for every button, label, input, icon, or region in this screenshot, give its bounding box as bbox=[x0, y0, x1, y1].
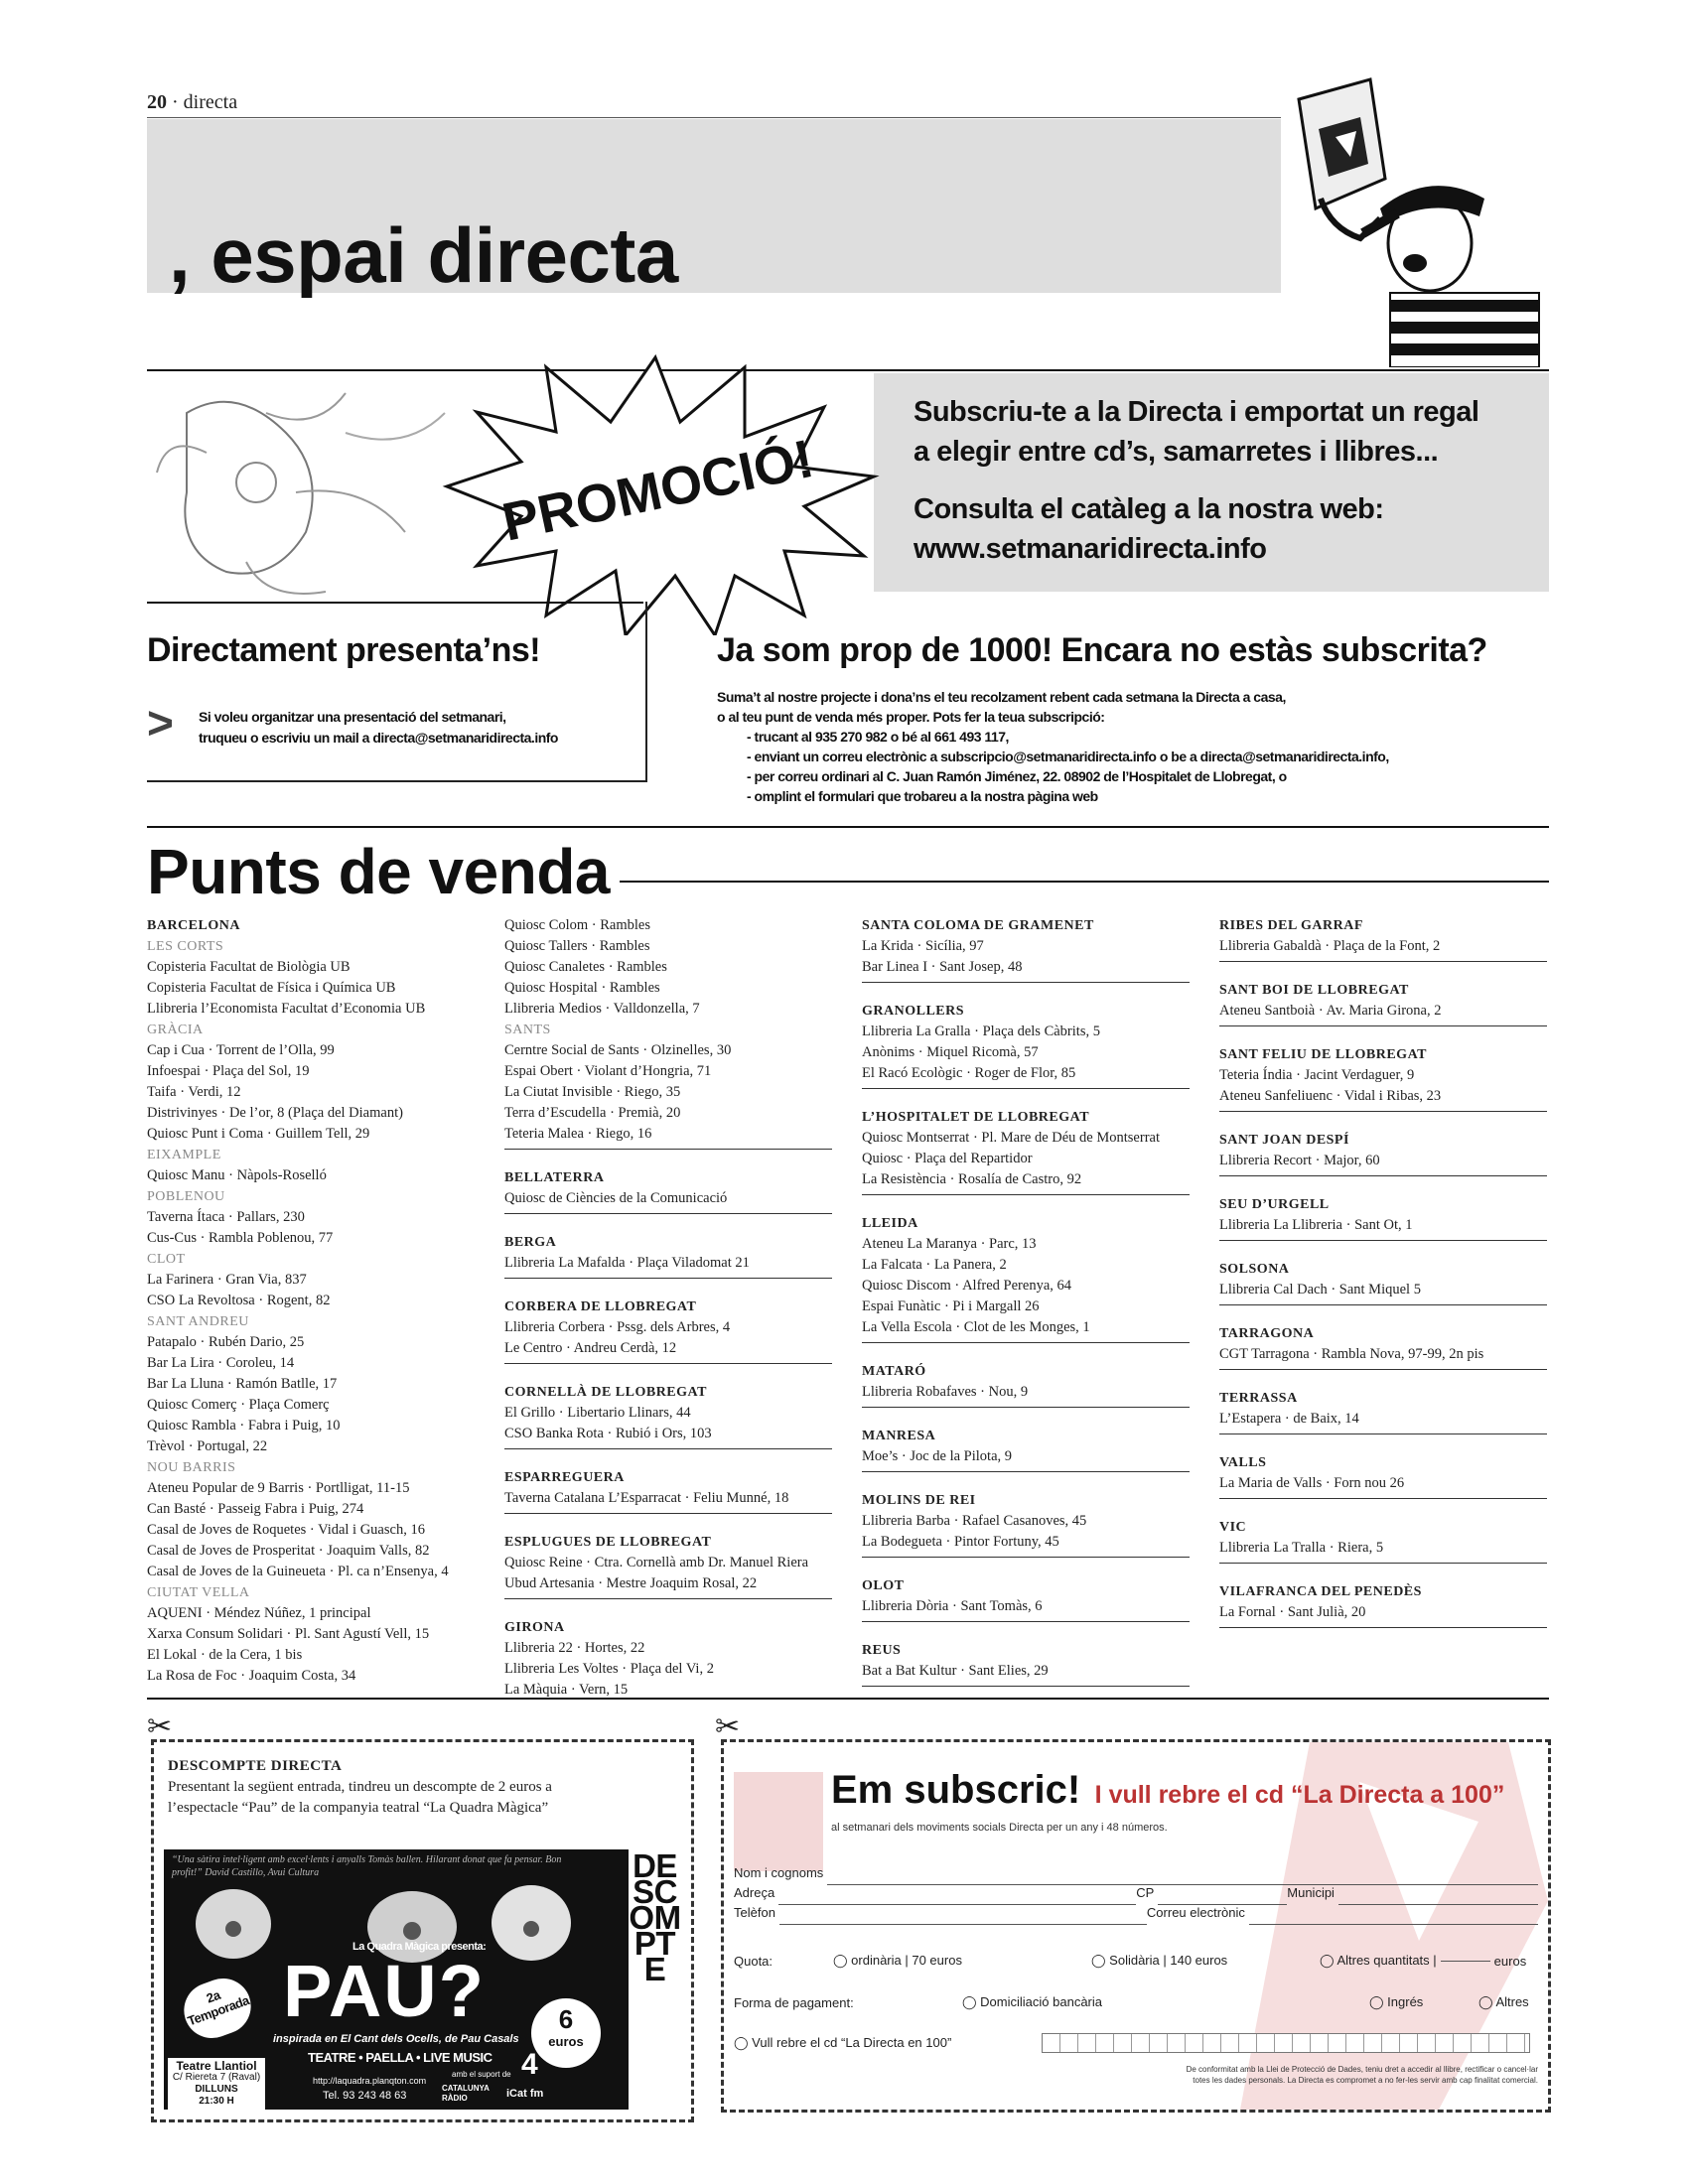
list-item: Trèvol · Portugal, 22 bbox=[147, 1438, 268, 1454]
city-heading: TARRAGONA bbox=[1219, 1326, 1315, 1341]
page-folio bbox=[147, 91, 237, 114]
bottom-rule bbox=[147, 1698, 1549, 1700]
district-heading: POBLENOU bbox=[147, 1189, 225, 1204]
promo-text bbox=[914, 392, 1529, 569]
list-item: Llibreria La Mafalda · Plaça Viladomat 21 bbox=[504, 1255, 750, 1271]
phone-input[interactable] bbox=[779, 1905, 1147, 1925]
list-item: Cap i Cua · Torrent de l’Olla, 99 bbox=[147, 1042, 335, 1058]
list-item: La Krida · Sicília, 97 bbox=[862, 938, 984, 954]
city-heading: SOLSONA bbox=[1219, 1262, 1290, 1277]
list-item: La Resistència · Rosalía de Castro, 92 bbox=[862, 1171, 1082, 1187]
district-heading: NOU BARRIS bbox=[147, 1460, 236, 1475]
list-divider bbox=[862, 1342, 1190, 1343]
city-heading: REUS bbox=[862, 1643, 902, 1658]
list-item: Casal de Joves de Prosperitat · Joaquim Valls, 82 bbox=[147, 1543, 430, 1559]
form-subheading: I vull rebre el cd “La Directa a 100” bbox=[1094, 1781, 1505, 1809]
list-item: Quiosc Rambla · Fabra i Puig, 10 bbox=[147, 1418, 341, 1433]
list-divider bbox=[504, 1448, 832, 1449]
list-item: Espai Funàtic · Pi i Margall 26 bbox=[862, 1298, 1040, 1314]
quota-row bbox=[734, 1951, 1538, 1971]
city-heading: SANTA COLOMA DE GRAMENET bbox=[862, 918, 1094, 933]
list-divider bbox=[862, 1686, 1190, 1687]
list-divider bbox=[1219, 1240, 1547, 1241]
city-heading: ESPARREGUERA bbox=[504, 1470, 625, 1485]
list-item: Ubud Artesania · Mestre Joaquim Rosal, 22 bbox=[504, 1575, 758, 1591]
payment-domiciliacio[interactable]: ◯ Domiciliació bancària bbox=[962, 1994, 1102, 2009]
city-heading: ESPLUGUES DE LLOBREGAT bbox=[504, 1535, 712, 1550]
payment-altres-label: Altres bbox=[1495, 1994, 1529, 2009]
present-line-1: Si voleu organitzar una presentació del setmanari, bbox=[199, 709, 506, 725]
list-item: El Racó Ecològic · Roger de Flor, 85 bbox=[862, 1065, 1076, 1081]
district-heading: CIUTAT VELLA bbox=[147, 1585, 250, 1600]
list-item: Llibreria Gabaldà · Plaça de la Font, 2 bbox=[1219, 938, 1441, 954]
poster-tel: Tel. 93 243 48 63 bbox=[323, 2090, 407, 2102]
list-item: Llibreria La Llibreria · Sant Ot, 1 bbox=[1219, 1217, 1413, 1233]
list-item: Ateneu La Maranya · Parc, 13 bbox=[862, 1236, 1037, 1252]
payment-domiciliacio-label: Domiciliació bancària bbox=[980, 1994, 1102, 2009]
list-item: Llibreria 22 · Hortes, 22 bbox=[504, 1640, 645, 1656]
list-divider bbox=[504, 1513, 832, 1514]
city-heading: MATARÓ bbox=[862, 1364, 926, 1379]
list-divider bbox=[862, 1621, 1190, 1622]
punts-title: Punts de venda bbox=[147, 832, 620, 911]
list-divider bbox=[862, 1088, 1190, 1089]
quota-euros-label: euros bbox=[1493, 1953, 1527, 1969]
list-item: Quiosc de Ciències de la Comunicació bbox=[504, 1190, 728, 1206]
paperboy-illustration bbox=[1281, 69, 1549, 367]
quota-solidaria[interactable]: ◯ Solidària | 140 euros bbox=[1091, 1953, 1228, 1968]
list-item: Quiosc Comerç · Plaça Comerç bbox=[147, 1397, 330, 1413]
list-item: Taifa · Verdi, 12 bbox=[147, 1084, 241, 1100]
list-item: Taverna Ítaca · Pallars, 230 bbox=[147, 1209, 305, 1225]
coupon-text-2: l’espectacle “Pau” de la companyia teatral “La Quadra Màgica” bbox=[168, 1800, 549, 1816]
city-heading: VIC bbox=[1219, 1520, 1247, 1535]
address-input[interactable] bbox=[778, 1885, 1136, 1905]
list-item: Llibreria Recort · Major, 60 bbox=[1219, 1153, 1380, 1168]
list-item: La Falcata · La Panera, 2 bbox=[862, 1257, 1007, 1273]
list-item: La Fornal · Sant Julià, 20 bbox=[1219, 1604, 1366, 1620]
section-rule bbox=[147, 826, 1549, 828]
list-item: Distrivinyes · De l’or, 8 (Plaça del Diamant) bbox=[147, 1105, 403, 1121]
list-item: Llibreria l’Economista Facultat d’Economia UB bbox=[147, 1001, 426, 1017]
section-name: · directa bbox=[172, 91, 238, 113]
city-heading: SANT JOAN DESPÍ bbox=[1219, 1133, 1349, 1148]
list-item: Ateneu Sanfeliuenc · Vidal i Ribas, 23 bbox=[1219, 1088, 1442, 1104]
list-divider bbox=[1219, 1498, 1547, 1499]
discount-coupon[interactable] bbox=[151, 1739, 694, 2122]
list-divider bbox=[1219, 1627, 1547, 1628]
cd-row bbox=[734, 2032, 1538, 2054]
poster-price-badge bbox=[531, 1998, 601, 2068]
list-item: Patapalo · Rubén Dario, 25 bbox=[147, 1334, 305, 1350]
payment-row bbox=[734, 1992, 1538, 2012]
label-quota: Quota: bbox=[734, 1953, 774, 1969]
city-heading: VALLS bbox=[1219, 1455, 1267, 1470]
list-divider bbox=[862, 1471, 1190, 1472]
list-item: Cerntre Social de Sants · Olzinelles, 30 bbox=[504, 1042, 732, 1058]
list-item: Quiosc Manu · Nàpols-Roselló bbox=[147, 1167, 327, 1183]
city-heading: MANRESA bbox=[862, 1429, 936, 1443]
city-heading: VILAFRANCA DEL PENEDÈS bbox=[1219, 1584, 1422, 1599]
list-item: Casal de Joves de Roquetes · Vidal i Guasch, 16 bbox=[147, 1522, 425, 1538]
page-number: 20 bbox=[147, 91, 167, 113]
pau-poster bbox=[164, 1849, 681, 2110]
list-item: Copisteria Facultat de Biològia UB bbox=[147, 959, 351, 975]
list-item: Llibreria Dòria · Sant Tomàs, 6 bbox=[862, 1598, 1043, 1614]
city-heading: MOLINS DE REI bbox=[862, 1493, 976, 1508]
form-fields bbox=[734, 1865, 1538, 2086]
poster-support: amb el suport de bbox=[452, 2070, 511, 2079]
quota-ordinaria-label: ordinària | 70 euros bbox=[851, 1953, 962, 1968]
list-item: Can Basté · Passeig Fabra i Puig, 274 bbox=[147, 1501, 364, 1517]
list-item: La Rosa de Foc · Joaquim Costa, 34 bbox=[147, 1668, 356, 1684]
present-title: Directament presenta’ns! bbox=[147, 631, 541, 669]
punts-column-3 bbox=[862, 915, 1199, 1705]
district-heading: GRÀCIA bbox=[147, 1023, 204, 1037]
quota-altres-label: Altres quantitats | bbox=[1336, 1953, 1437, 1968]
list-item: El Grillo · Libertario Llinars, 44 bbox=[504, 1405, 691, 1421]
list-item: Llibreria Cal Dach · Sant Miquel 5 bbox=[1219, 1282, 1421, 1297]
city-heading: BELLATERRA bbox=[504, 1170, 605, 1185]
coupon-title: DESCOMPTE DIRECTA bbox=[168, 1758, 343, 1774]
district-heading: LES CORTS bbox=[147, 939, 224, 954]
poster-sub: TEATRE • PAELLA • LIVE MUSIC bbox=[308, 2050, 492, 2065]
district-heading: SANTS bbox=[504, 1023, 551, 1037]
city-heading: TERRASSA bbox=[1219, 1391, 1298, 1406]
list-item: El Lokal · de la Cera, 1 bis bbox=[147, 1647, 303, 1663]
list-item: Bar La Lira · Coroleu, 14 bbox=[147, 1355, 295, 1371]
label-telefon: Telèfon bbox=[734, 1905, 775, 1920]
list-divider bbox=[504, 1213, 832, 1214]
list-item: Terra d’Escudella · Premià, 20 bbox=[504, 1105, 681, 1121]
present-box bbox=[147, 602, 647, 782]
payment-ingres-label: Ingrés bbox=[1387, 1994, 1424, 2009]
list-item: Llibreria Robafaves · Nou, 9 bbox=[862, 1384, 1029, 1400]
poster-venue bbox=[168, 2058, 265, 2110]
label-correu: Correu electrònic bbox=[1146, 1905, 1245, 1920]
poster-day: DILLUNS bbox=[195, 2084, 238, 2095]
district-heading: EIXAMPLE bbox=[147, 1148, 221, 1162]
city-heading: CORBERA DE LLOBREGAT bbox=[504, 1299, 697, 1314]
city-heading: BERGA bbox=[504, 1235, 557, 1250]
list-divider bbox=[862, 1194, 1190, 1195]
municipi-input[interactable] bbox=[1338, 1885, 1538, 1905]
poster-inspired: inspirada en El Cant dels Ocells, de Pau Casals bbox=[273, 2033, 519, 2045]
poster-web: http://laquadra.planqton.com bbox=[313, 2076, 427, 2086]
list-item: Taverna Catalana L’Esparracat · Feliu Munné, 18 bbox=[504, 1490, 789, 1506]
list-item: AQUENI · Méndez Núñez, 1 principal bbox=[147, 1605, 371, 1621]
quota-ordinaria[interactable]: ◯ ordinària | 70 euros bbox=[833, 1953, 962, 1968]
list-divider bbox=[862, 1557, 1190, 1558]
list-item: Infoespai · Plaça del Sol, 19 bbox=[147, 1063, 310, 1079]
label-pagament: Forma de pagament: bbox=[734, 1994, 854, 2010]
label-nom: Nom i cognoms bbox=[734, 1865, 824, 1880]
cd-option-label: Vull rebre el cd “La Directa en 100” bbox=[752, 2035, 952, 2050]
list-divider bbox=[1219, 1563, 1547, 1564]
city-heading: SANT BOI DE LLOBREGAT bbox=[1219, 983, 1409, 998]
list-divider bbox=[1219, 1111, 1547, 1112]
list-divider bbox=[1219, 1433, 1547, 1434]
scissors-icon: ✂ bbox=[715, 1710, 741, 1743]
list-item: Bat a Bat Kultur · Sant Elies, 29 bbox=[862, 1663, 1049, 1679]
form-header bbox=[831, 1768, 1504, 1813]
form-legal bbox=[734, 2064, 1538, 2086]
list-item: CSO Banka Rota · Rubió i Ors, 103 bbox=[504, 1426, 712, 1441]
poster-radio: CATALUNYA RÀDIO bbox=[442, 2084, 490, 2103]
phone-row bbox=[734, 1905, 1538, 1925]
list-item: CSO La Revoltosa · Rogent, 82 bbox=[147, 1293, 331, 1308]
subscribe-method: - trucant al 935 270 982 o bé al 661 493 117, bbox=[747, 729, 1009, 745]
list-item: Llibreria Corbera · Pssg. dels Arbres, 4 bbox=[504, 1319, 731, 1335]
form-heading: Em subscric! bbox=[831, 1768, 1081, 1812]
list-divider bbox=[504, 1363, 832, 1364]
subscribe-text bbox=[717, 687, 1389, 806]
list-item: Quiosc Hospital · Rambles bbox=[504, 980, 660, 996]
quota-altres[interactable]: ◯ Altres quantitats | bbox=[1320, 1953, 1437, 1968]
poster-icat: iCat fm bbox=[506, 2088, 544, 2100]
list-item: CGT Tarragona · Rambla Nova, 97-99, 2n pis bbox=[1219, 1346, 1484, 1362]
list-item: Quiosc Discom · Alfred Perenya, 64 bbox=[862, 1278, 1072, 1294]
poster-season-badge: 2a Temporada bbox=[176, 1971, 258, 2046]
list-item: La Ciutat Invisible · Riego, 35 bbox=[504, 1084, 681, 1100]
list-divider bbox=[1219, 1369, 1547, 1370]
list-divider bbox=[504, 1149, 832, 1150]
list-item: Anònims · Miquel Ricomà, 57 bbox=[862, 1044, 1039, 1060]
scissors-icon: ✂ bbox=[147, 1710, 173, 1743]
punts-column-4 bbox=[1219, 915, 1557, 1646]
list-item: Ateneu Popular de 9 Barris · Portlligat, 11-15 bbox=[147, 1480, 410, 1496]
list-item: La Màquia · Vern, 15 bbox=[504, 1682, 629, 1698]
form-legal-2: totes les dades personals. La Directa es compromet a no fer-les servir amb cap finalitat comercial. bbox=[1193, 2076, 1538, 2085]
list-divider bbox=[504, 1598, 832, 1599]
list-item: Llibreria Les Voltes · Plaça del Vi, 2 bbox=[504, 1661, 714, 1677]
subscribe-methods bbox=[717, 727, 1389, 806]
list-divider bbox=[862, 1407, 1190, 1408]
city-heading: GRANOLLERS bbox=[862, 1004, 965, 1019]
subscribe-intro-2: o al teu punt de venda més proper. Pots fer la teua subscripció: bbox=[717, 709, 1105, 725]
list-item: Casal de Joves de la Guineueta · Pl. ca n’Ensenya, 4 bbox=[147, 1564, 449, 1579]
page-title: , espai directa bbox=[169, 211, 678, 299]
district-heading: CLOT bbox=[147, 1252, 186, 1267]
list-item: La Farinera · Gran Via, 837 bbox=[147, 1272, 307, 1288]
list-divider bbox=[504, 1278, 832, 1279]
promo-line-3: Consulta el catàleg a la nostra web: bbox=[914, 493, 1384, 525]
list-divider bbox=[1219, 1304, 1547, 1305]
city-heading: SEU D’URGELL bbox=[1219, 1197, 1330, 1212]
cp-input[interactable] bbox=[1158, 1885, 1287, 1905]
bank-account-input[interactable] bbox=[1042, 2033, 1530, 2053]
cd-option[interactable]: ◯ Vull rebre el cd “La Directa en 100” bbox=[734, 2035, 952, 2050]
list-item: La Bodegueta · Pintor Fortuny, 45 bbox=[862, 1534, 1059, 1550]
city-heading: L’HOSPITALET DE LLOBREGAT bbox=[862, 1110, 1090, 1125]
poster-address: C/ Riereta 7 (Raval) bbox=[172, 2072, 261, 2083]
subscribe-method: - enviant un correu electrònic a subscripcio@setmanaridirecta.info o be a directa@setmanaridirecta.info, bbox=[747, 749, 1389, 764]
list-item: Le Centro · Andreu Cerdà, 12 bbox=[504, 1340, 677, 1356]
coupon-text-1: Presentant la següent entrada, tindreu un descompte de 2 euros a bbox=[168, 1779, 552, 1795]
list-item: Llibreria Medios · Valldonzella, 7 bbox=[504, 1001, 700, 1017]
subscription-form[interactable] bbox=[721, 1739, 1551, 2113]
list-divider bbox=[862, 982, 1190, 983]
list-item: Xarxa Consum Solidari · Pl. Sant Agustí Vell, 15 bbox=[147, 1626, 430, 1642]
promo-url[interactable]: www.setmanaridirecta.info bbox=[914, 533, 1267, 565]
promo-burst-text: PROMOCIÓ! bbox=[496, 428, 819, 553]
list-item: Llibreria La Gralla · Plaça dels Càbrits, 5 bbox=[862, 1024, 1100, 1039]
poster-theatre: Teatre Llantiol bbox=[176, 2059, 257, 2073]
list-item: Quiosc Montserrat · Pl. Mare de Déu de Montserrat bbox=[862, 1130, 1160, 1146]
city-heading: LLEIDA bbox=[862, 1216, 918, 1231]
quota-amount-input[interactable] bbox=[1441, 1961, 1490, 1962]
district-heading: SANT ANDREU bbox=[147, 1314, 249, 1329]
subscribe-method: - per correu ordinari al C. Juan Ramón Jiménez, 22. 08902 de l’Hospitalet de Llobregat, o bbox=[747, 768, 1287, 784]
poster-name: PAU? bbox=[283, 1950, 486, 2032]
list-divider bbox=[1219, 1175, 1547, 1176]
list-item: Bar Linea I · Sant Josep, 48 bbox=[862, 959, 1023, 975]
list-item: Quiosc Punt i Coma · Guillem Tell, 29 bbox=[147, 1126, 370, 1142]
promo-line-1: Subscriu-te a la Directa i emportat un regal bbox=[914, 396, 1479, 428]
list-item: Ateneu Santboià · Av. Maria Girona, 2 bbox=[1219, 1003, 1442, 1019]
promo-starburst bbox=[427, 338, 884, 635]
label-municipi: Municipi bbox=[1287, 1885, 1335, 1900]
list-divider bbox=[1219, 961, 1547, 962]
label-adreca: Adreça bbox=[734, 1885, 775, 1900]
quota-solidaria-label: Solidària | 140 euros bbox=[1109, 1953, 1228, 1968]
poster-quote: “Una sàtira intel·ligent amb excel·lents i anyalls Tomàs ballen. Hilarant donat que fa pensar. Bon profit!” David Castillo, Avui Cultura bbox=[172, 1854, 562, 1878]
address-row bbox=[734, 1885, 1538, 1905]
poster-presents: La Quadra Màgica presenta: bbox=[352, 1941, 487, 1953]
present-line-2: truqueu o escriviu un mail a directa@setmanaridirecta.info bbox=[199, 730, 558, 746]
city-heading: RIBES DEL GARRAF bbox=[1219, 918, 1363, 933]
poster-price-unit: euros bbox=[548, 2034, 584, 2049]
list-item: Quiosc Tallers · Rambles bbox=[504, 938, 650, 954]
label-cp: CP bbox=[1136, 1885, 1155, 1900]
form-legal-1: De conformitat amb la Llei de Protecció de Dades, teniu dret a accedir al llibre, rectificar o cancel·lar bbox=[1186, 2065, 1538, 2074]
payment-altres[interactable]: ◯ Altres bbox=[1478, 1994, 1529, 2009]
list-item: Quiosc Colom · Rambles bbox=[504, 917, 651, 933]
list-item: Quiosc Reine · Ctra. Cornellà amb Dr. Manuel Riera bbox=[504, 1555, 809, 1570]
list-item: Teteria Índia · Jacint Verdaguer, 9 bbox=[1219, 1067, 1415, 1083]
city-heading: SANT FELIU DE LLOBREGAT bbox=[1219, 1047, 1427, 1062]
list-item: L’Estapera · de Baix, 14 bbox=[1219, 1411, 1359, 1427]
arrow-icon: > bbox=[147, 697, 174, 749]
list-item: Bar La Lluna · Ramón Batlle, 17 bbox=[147, 1376, 338, 1392]
poster-price-small: 4 bbox=[521, 2048, 538, 2081]
subscribe-method: - omplint el formulari que trobareu a la nostra pàgina web bbox=[747, 788, 1098, 804]
city-heading: OLOT bbox=[862, 1578, 905, 1593]
list-item: Cus-Cus · Rambla Poblenou, 77 bbox=[147, 1230, 334, 1246]
name-row bbox=[734, 1865, 1538, 1885]
list-item: Espai Obert · Violant d’Hongria, 71 bbox=[504, 1063, 712, 1079]
promo-line-2: a elegir entre cd’s, samarretes i llibres... bbox=[914, 436, 1439, 468]
payment-ingres[interactable]: ◯ Ingrés bbox=[1369, 1994, 1424, 2009]
city-heading: CORNELLÀ DE LLOBREGAT bbox=[504, 1385, 707, 1400]
present-text bbox=[199, 707, 558, 749]
poster-price-num: 6 bbox=[558, 2004, 574, 2034]
poster-vertical-label: DESCOMPTE bbox=[629, 1849, 681, 2110]
list-item: Moe’s · Joc de la Pilota, 9 bbox=[862, 1448, 1013, 1464]
city-heading: BARCELONA bbox=[147, 918, 240, 933]
city-heading: GIRONA bbox=[504, 1620, 565, 1635]
list-item: Llibreria La Tralla · Riera, 5 bbox=[1219, 1540, 1384, 1556]
form-tagline: al setmanari dels moviments socials Directa per un any i 48 números. bbox=[831, 1822, 1168, 1834]
poster-time: 21:30 H bbox=[199, 2096, 234, 2107]
list-item: Quiosc Canaletes · Rambles bbox=[504, 959, 667, 975]
email-input[interactable] bbox=[1249, 1905, 1538, 1925]
punts-column-2 bbox=[504, 915, 842, 1701]
list-item: Teteria Malea · Riego, 16 bbox=[504, 1126, 652, 1142]
list-item: Llibreria Barba · Rafael Casanoves, 45 bbox=[862, 1513, 1087, 1529]
name-input[interactable] bbox=[827, 1865, 1538, 1885]
list-item: La Maria de Valls · Forn nou 26 bbox=[1219, 1475, 1405, 1491]
list-item: La Vella Escola · Clot de les Monges, 1 bbox=[862, 1319, 1090, 1335]
subscribe-intro-1: Suma’t al nostre projecte i dona’ns el teu recolzament rebent cada setmana la Directa a casa, bbox=[717, 689, 1286, 705]
list-item: Quiosc · Plaça del Repartidor bbox=[862, 1151, 1033, 1166]
punts-column-1 bbox=[147, 915, 485, 1687]
subscribe-title: Ja som prop de 1000! Encara no estàs subscrita? bbox=[717, 631, 1487, 669]
list-divider bbox=[1219, 1025, 1547, 1026]
list-item: Copisteria Facultat de Física i Química UB bbox=[147, 980, 396, 996]
